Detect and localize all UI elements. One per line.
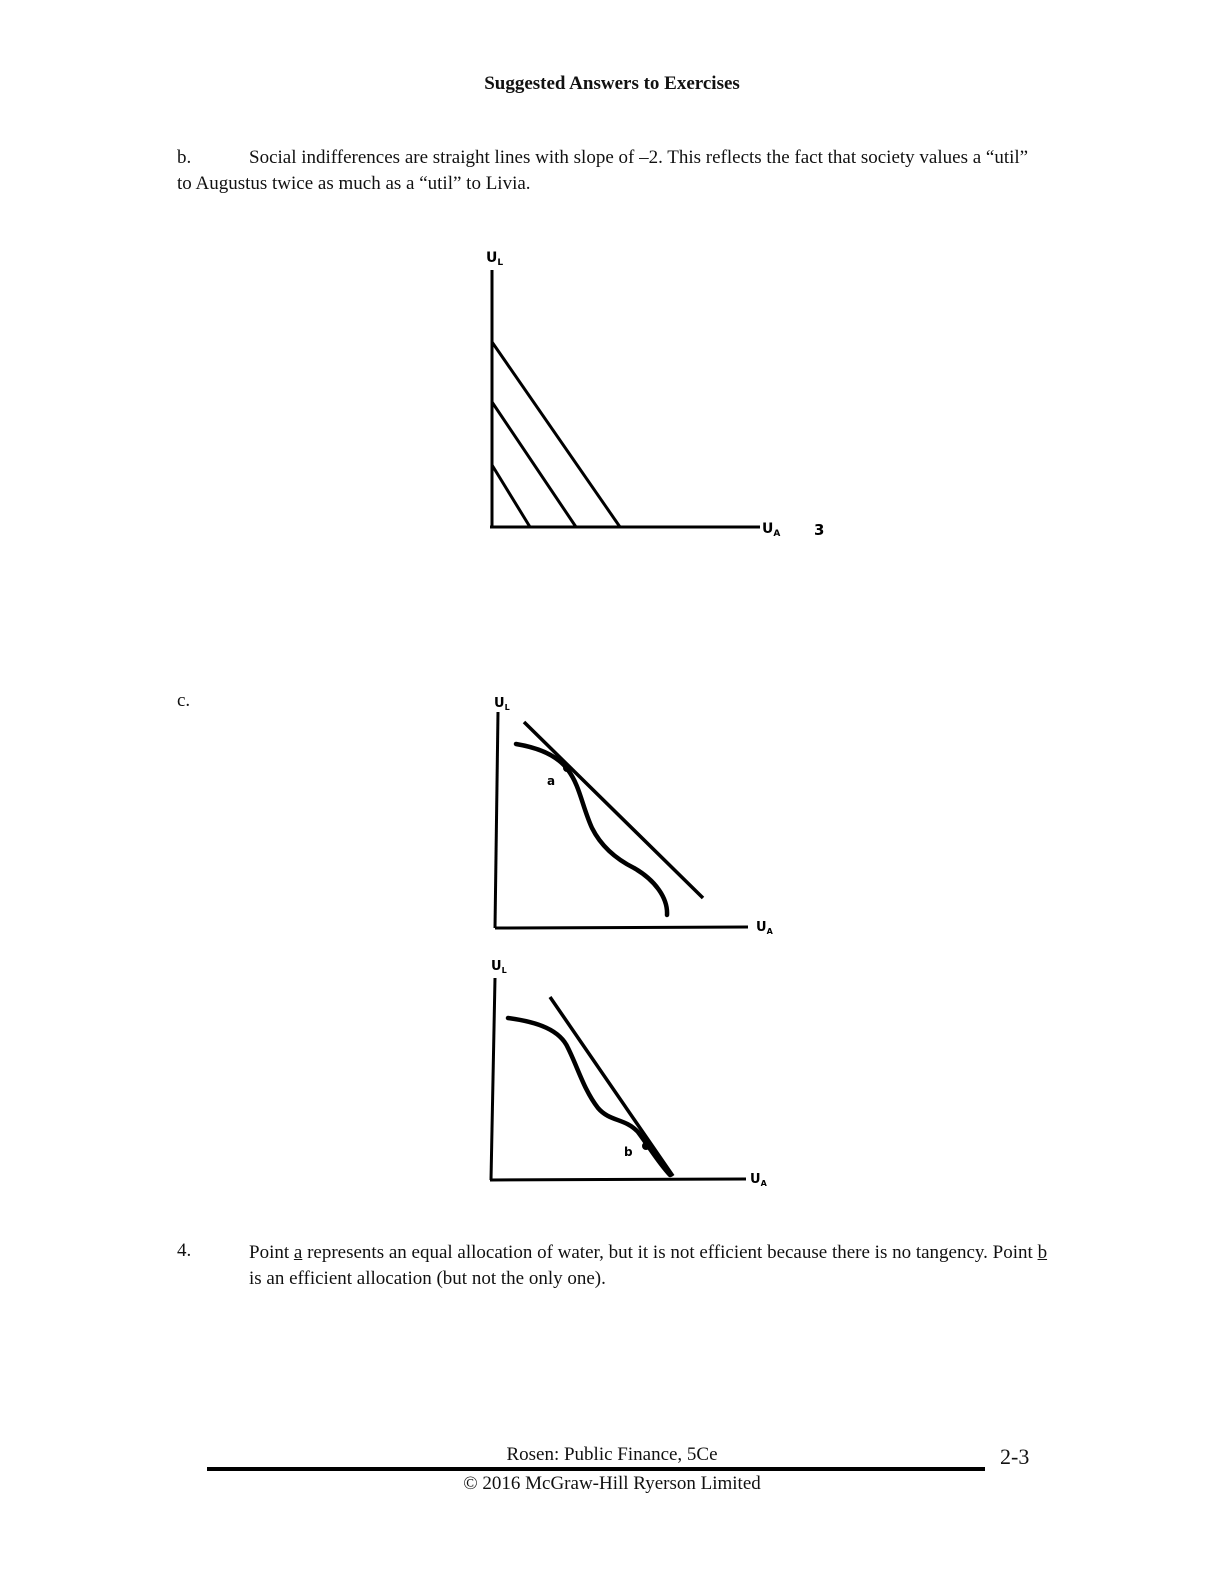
figure-c2-x-axis bbox=[490, 1179, 746, 1180]
figure-c2-y-axis-label: $U_L$ bbox=[491, 959, 507, 975]
figure-c2-x-axis-label: $U_A$ bbox=[750, 1172, 767, 1188]
figure-c1-y-axis bbox=[495, 712, 498, 928]
question-4-text-3: is an efficient allocation (but not the only one). bbox=[249, 1268, 606, 1289]
figure-b-social-indifference-diagram bbox=[470, 245, 850, 550]
section-b-text: Social indifferences are straight lines with slope of –2. This reflects the fact that society values a “util” to Augustus twice as much as a “util” to Livia. bbox=[177, 147, 1029, 194]
figure-c2-social-indifference-line bbox=[550, 997, 673, 1176]
question-4-answer bbox=[249, 1240, 1049, 1292]
figure-c1-utility-frontier bbox=[516, 744, 667, 915]
figure-c-lower-diagram bbox=[480, 950, 790, 1195]
figure-c1-x-axis-label: $U_A$ bbox=[756, 920, 773, 936]
figure-c1-social-indifference-line bbox=[524, 722, 703, 898]
figure-c-upper-diagram bbox=[480, 690, 790, 940]
figure-b-side-number: 3 bbox=[814, 521, 825, 539]
footer-page-number: 2-3 bbox=[1000, 1444, 1030, 1469]
figure-c1-x-axis bbox=[495, 927, 748, 928]
footer-book-title: Rosen: Public Finance, 5Ce bbox=[506, 1444, 718, 1465]
section-c-label: c. bbox=[177, 690, 191, 711]
question-4-text-2: represents an equal allocation of water, but it is not efficient because there is no tangency. Point bbox=[302, 1242, 1038, 1263]
footer-copyright: © 2016 McGraw-Hill Ryerson Limited bbox=[463, 1473, 761, 1494]
figure-c2-point-b-label: b bbox=[624, 1145, 633, 1159]
figure-c2-utility-frontier bbox=[508, 1018, 670, 1175]
footer-divider bbox=[207, 1467, 985, 1471]
figure-c1-point-a-marker bbox=[563, 764, 571, 772]
section-b-label: b. bbox=[177, 147, 192, 168]
question-4-text-1: Point bbox=[249, 1242, 294, 1263]
figure-c1-y-axis-label: $U_L$ bbox=[494, 696, 510, 712]
figure-b-indifference-line-2 bbox=[492, 402, 576, 527]
question-4-point-b: b bbox=[1037, 1242, 1048, 1263]
question-4-number: 4. bbox=[177, 1240, 192, 1261]
figure-b-x-axis-label: $U_A$ bbox=[762, 521, 781, 539]
section-b-paragraph bbox=[177, 145, 1047, 197]
figure-b-indifference-line-1 bbox=[492, 465, 530, 527]
page-title: Suggested Answers to Exercises bbox=[484, 73, 740, 94]
figure-b-y-axis-label: $U_L$ bbox=[486, 250, 504, 268]
figure-c2-y-axis bbox=[491, 978, 495, 1180]
question-4-point-a: a bbox=[293, 1242, 303, 1263]
figure-c2-point-b-marker bbox=[642, 1142, 650, 1150]
figure-c1-point-a-label: a bbox=[547, 774, 556, 788]
